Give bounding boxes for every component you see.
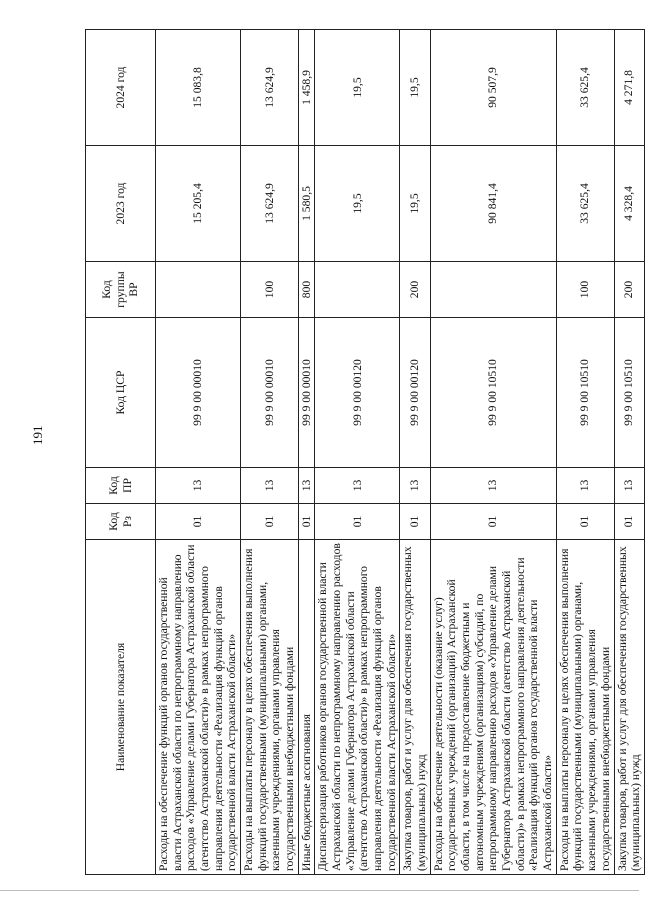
cell-y2023: 19,5 [315,146,400,262]
table-row [430,30,556,875]
cell-rz: 01 [556,504,614,540]
cell-y2023: 4 328,4 [614,146,644,262]
cell-name: Расходы на выплаты персоналу в целях обеспечения выполнения функций государственными (муниципальными) органами, казенными учреждениями, органами управления государственными внебюджетными фондами [241,540,299,875]
table-row [400,30,430,875]
cell-y2024: 15 083,8 [156,30,241,146]
cell-y2024: 1 458,9 [298,30,315,146]
cell-csr: 99 9 00 00010 [156,318,241,468]
cell-vr [430,262,556,318]
cell-csr: 99 9 00 10510 [556,318,614,468]
cell-csr: 99 9 00 00010 [298,318,315,468]
table-row [315,30,400,875]
header-csr: Код ЦСР [86,318,156,468]
table-row [241,30,299,875]
cell-pr: 13 [298,468,315,504]
cell-name: Диспансеризация работников органов государственной власти Астраханской области по непрограммному направлению расходов «Управление делами Губернатора Астраханской области (агентство Астраханской области)» в рамках непрограммного направления деятельности «Реализация функций органов государственной власти Астраханской области» [315,540,400,875]
cell-rz: 01 [156,504,241,540]
cell-pr: 13 [430,468,556,504]
cell-csr: 99 9 00 10510 [430,318,556,468]
cell-vr: 200 [400,262,430,318]
table-row [614,30,644,875]
table-body [156,30,645,875]
cell-y2023: 1 580,5 [298,146,315,262]
cell-vr: 100 [241,262,299,318]
cell-y2023: 13 624,9 [241,146,299,262]
cell-rz: 01 [241,504,299,540]
page-number: 191 [30,425,45,445]
cell-pr: 13 [614,468,644,504]
header-2023: 2023 год [86,146,156,262]
cell-name: Расходы на обеспечение деятельности (оказание услуг) государственных учреждений (организаций) Астраханской области, в том числе на предоставление бюджетным и автономным учреждениям (организациям) субсидий, по непрограммному направлению расходов «Управление делами Губернатора Астраханской области (агентство Астраханской области)» в рамках непрограммного направления деятельности «Реализация функций органов государственной власти Астраханской области» [430,540,556,875]
cell-y2024: 19,5 [315,30,400,146]
cell-y2023: 15 205,4 [156,146,241,262]
cell-y2024: 19,5 [400,30,430,146]
cell-name: Закупка товаров, работ и услуг для обеспечения государственных (муниципальных) нужд [614,540,644,875]
cell-pr: 13 [315,468,400,504]
cell-y2023: 90 841,4 [430,146,556,262]
cell-rz: 01 [430,504,556,540]
header-name: Наименование показателя [86,540,156,875]
cell-rz: 01 [400,504,430,540]
table-header-row [86,30,156,875]
cell-rz: 01 [614,504,644,540]
cell-pr: 13 [556,468,614,504]
cell-name: Расходы на выплаты персоналу в целях обеспечения выполнения функций государственными (муниципальными) органами, казенными учреждениями, органами управления государственными внебюджетными фондами [556,540,614,875]
cell-name: Расходы на обеспечение функций органов государственной власти Астраханской области по непрограммному направлению расходов «Управление делами Губернатора Астраханской области (агентство Астраханской области)» в рамках непрограммного направления деятельности «Реализация функций органов государственной власти Астраханской области» [156,540,241,875]
cell-rz: 01 [315,504,400,540]
cell-name: Закупка товаров, работ и услуг для обеспечения государственных (муниципальных) нужд [400,540,430,875]
header-vr: Код группы ВР [86,262,156,318]
cell-y2024: 33 625,4 [556,30,614,146]
cell-y2023: 19,5 [400,146,430,262]
cell-vr [156,262,241,318]
cell-csr: 99 9 00 00120 [400,318,430,468]
header-2024: 2024 год [86,30,156,146]
header-pr: Код ПР [86,468,156,504]
cell-pr: 13 [156,468,241,504]
cell-pr: 13 [400,468,430,504]
cell-csr: 99 9 00 10510 [614,318,644,468]
table-row [556,30,614,875]
scan-edge-line [0,890,639,891]
rotated-table-container [85,30,643,875]
cell-vr: 100 [556,262,614,318]
cell-rz: 01 [298,504,315,540]
cell-vr: 200 [614,262,644,318]
cell-csr: 99 9 00 00010 [241,318,299,468]
budget-table [85,29,645,875]
cell-y2024: 90 507,9 [430,30,556,146]
header-rz: Код Рз [86,504,156,540]
cell-vr: 800 [298,262,315,318]
cell-pr: 13 [241,468,299,504]
cell-vr [315,262,400,318]
table-row [156,30,241,875]
cell-name: Иные бюджетные ассигнования [298,540,315,875]
cell-y2023: 33 625,4 [556,146,614,262]
cell-y2024: 13 624,9 [241,30,299,146]
cell-csr: 99 9 00 00120 [315,318,400,468]
table-row [298,30,315,875]
cell-y2024: 4 271,8 [614,30,644,146]
